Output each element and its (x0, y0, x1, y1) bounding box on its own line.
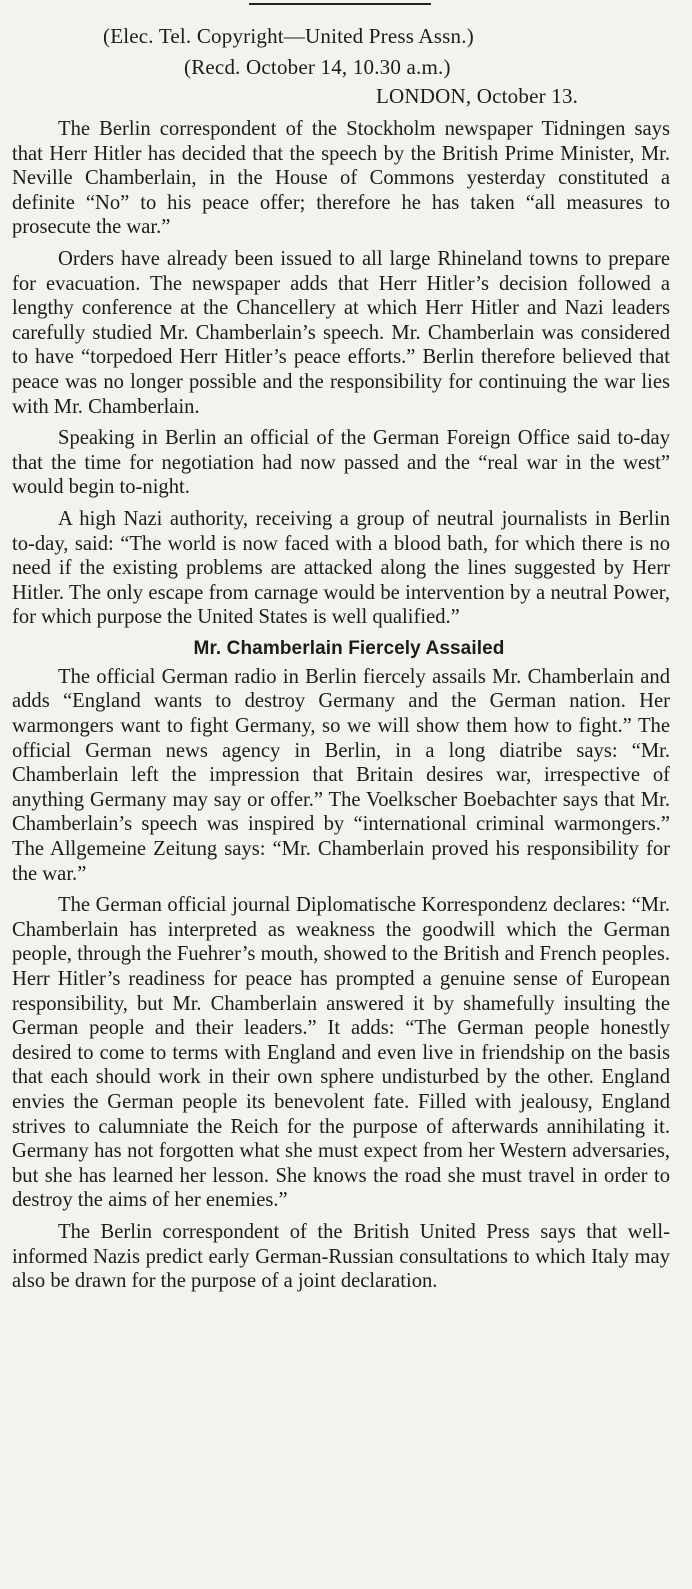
paragraph-6: The German official journal Diplomatische Korrespondenz declares: “Mr. Chamberlain has interpreted as weakness the goodwill which the German people, through the Fuehrer’s mouth, showed to the British and French peoples. Herr Hitler’s readiness for peace has prompted a genuine sense of European responsibility, but Mr. Chamberlain answered it by shamefully insulting the German people and their leaders.” It adds: “The German people honestly desired to come to terms with England and even live in friendship on the basis that each should work in their own sphere undisturbed by the other. England envies the German people its benevolent fate. Filled with jealousy, England strives to calumniate the Reich for the purpose of afterwards annihilating it. Germany has not forgotten what she must expect from her Western adversaries, but she has learned her lesson. She knows the road she must travel in order to destroy the aims of her enemies.” (12, 894, 670, 1212)
paragraph-2: Orders have already been issued to all large Rhineland towns to prepare for evacuation. The newspaper adds that Herr Hitler’s decision followed a lengthy conference at the Chancellery at which Herr Hitler and Nazi leaders carefully studied Mr. Chamberlain’s speech. Mr. Chamberlain was considered to have “torpedoed Herr Hitler’s peace efforts.” Berlin therefore believed that peace was no longer possible and the responsibility for continuing the war lies with Mr. Chamberlain. (12, 247, 670, 418)
subheading: Mr. Chamberlain Fiercely Assailed (193, 637, 505, 659)
received-line: (Recd. October 14, 10.30 a.m.) (184, 55, 451, 79)
paragraph-5: The official German radio in Berlin fiercely assails Mr. Chamberlain and adds “England wants to destroy Germany and the German nation. Her warmongers want to fight Germany, so we will show them how to fight.” The official German news agency in Berlin, in a long diatribe says: “Mr. Chamberlain left the impression that Britain desires war, irrespective of anything Germany may say or offer.” The Voelkscher Boebachter says that Mr. Chamberlain’s speech was inspired by “international criminal warmongers.” The Allgemeine Zeitung says: “Mr. Chamberlain proved his responsibility for the war.” (12, 665, 670, 885)
top-rule-divider (249, 3, 431, 5)
dateline-location: LONDON, October 13. (376, 84, 579, 108)
copyright-line: (Elec. Tel. Copyright—United Press Assn.) (103, 24, 474, 48)
paragraph-4: A high Nazi authority, receiving a group of neutral journalists in Berlin to-day, said: “The world is now faced with a blood bath, for which there is no need if the existing problems are attacked along the lines suggested by Herr Hitler. The only escape from carnage would be intervention by a neutral Power, for which purpose the United States is well qualified.” (12, 507, 670, 629)
paragraph-7: The Berlin correspondent of the British United Press says that well-informed Nazis predict early German-Russian consultations to which Italy may also be drawn for the purpose of a joint declaration. (12, 1220, 670, 1293)
paragraph-1: The Berlin correspondent of the Stockholm newspaper Tidningen says that Herr Hitler has decided that the speech by the British Prime Minister, Mr. Neville Chamberlain, in the House of Commons yesterday constituted a definite “No” to his peace offer; therefore he has taken “all measures to prosecute the war.” (12, 118, 670, 239)
article-body (12, 117, 670, 1301)
paragraph-3: Speaking in Berlin an official of the German Foreign Office said to-day that the time for negotiation had now passed and the “real war in the west” would begin to-night. (12, 427, 670, 499)
